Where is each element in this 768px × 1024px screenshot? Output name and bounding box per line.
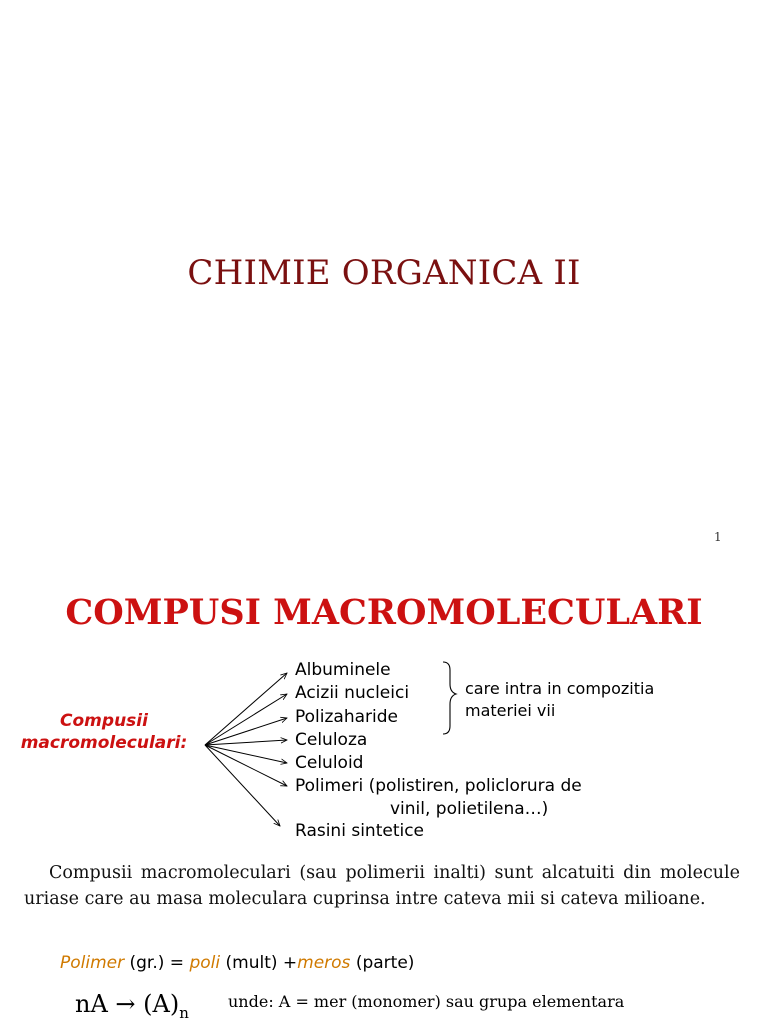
- equation-explanation: unde: A = mer (monomer) sau grupa elementara: [228, 992, 625, 1011]
- list-item-continuation: vinil, polietilena…): [390, 799, 549, 819]
- equation-subscript: n: [179, 1003, 189, 1022]
- list-item: Celuloid: [295, 753, 364, 773]
- term-poli: poli: [189, 953, 221, 973]
- page-number: 1: [714, 530, 722, 544]
- meros-note: (parte): [350, 953, 415, 973]
- term-meros: meros: [297, 953, 351, 973]
- arrow-polimeri: [205, 745, 287, 786]
- content-slide: [0, 560, 768, 1024]
- term-note: (gr.) =: [124, 953, 190, 973]
- list-item: Albuminele: [295, 660, 391, 680]
- poli-note: (mult) +: [220, 953, 298, 973]
- list-item: Polimeri (polistiren, policlorura de: [295, 776, 582, 796]
- arrow-albuminele: [205, 673, 287, 745]
- source-label-line1: Compusii: [60, 711, 148, 731]
- list-item: Celuloza: [295, 730, 368, 750]
- arrow-celuloid: [205, 745, 287, 763]
- curly-brace: [443, 662, 456, 734]
- polymer-definition: [60, 953, 414, 973]
- list-item: Polizaharide: [295, 707, 398, 727]
- list-item: Rasini sintetice: [295, 821, 425, 841]
- brace-note-line1: care intra in compozitia: [465, 679, 655, 698]
- arrow-acizii: [205, 694, 287, 745]
- source-label-line2: macromoleculari:: [20, 733, 188, 753]
- course-title: CHIMIE ORGANICA II: [187, 253, 581, 293]
- term-polimer: Polimer: [60, 953, 125, 973]
- slide-title: COMPUSI MACROMOLECULARI: [65, 592, 703, 633]
- brace-note-line2: materiei vii: [465, 701, 556, 720]
- equation-lhs: nA → (A): [75, 990, 180, 1018]
- brace-note: [465, 678, 654, 722]
- arrow-rasini: [205, 745, 280, 826]
- description-paragraph: Compusii macromoleculari (sau polimerii inalti) sunt alcatuiti din molecule uriase care au masa moleculara cuprinsa intre cateva mii si cateva milioane.: [24, 863, 740, 909]
- list-item: Acizii nucleici: [295, 683, 410, 703]
- polymerization-equation: [75, 990, 189, 1022]
